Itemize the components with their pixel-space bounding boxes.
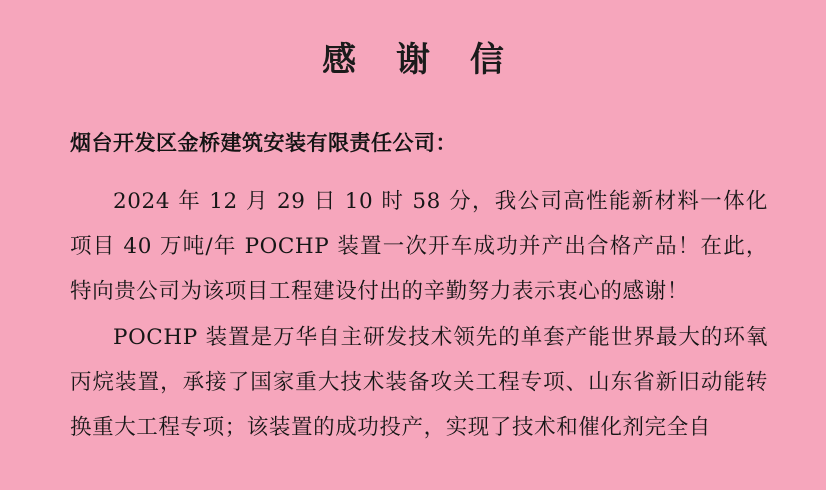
letter-paragraph-2: POCHP 装置是万华自主研发技术领先的单套产能世界最大的环氧丙烷装置，承接了国家重大技术装备攻关工程专项、山东省新旧动能转换重大工程专项；该装置的成功投产，实现了技术和催化剂完全自 [70,325,768,440]
letter-body [44,179,782,450]
page-title: 感 谢 信 [322,40,518,80]
letter-salutation: 烟台开发区金桥建筑安装有限责任公司： [70,130,457,155]
letter-paragraph-1: 2024 年 12 月 29 日 10 时 58 分，我公司高性能新材料一体化项目 40 万吨/年 POCHP 装置一次开车成功并产出合格产品！在此，特向贵公司为该项目工程建设付出的辛勤努力表示衷心的感谢！ [70,189,768,304]
